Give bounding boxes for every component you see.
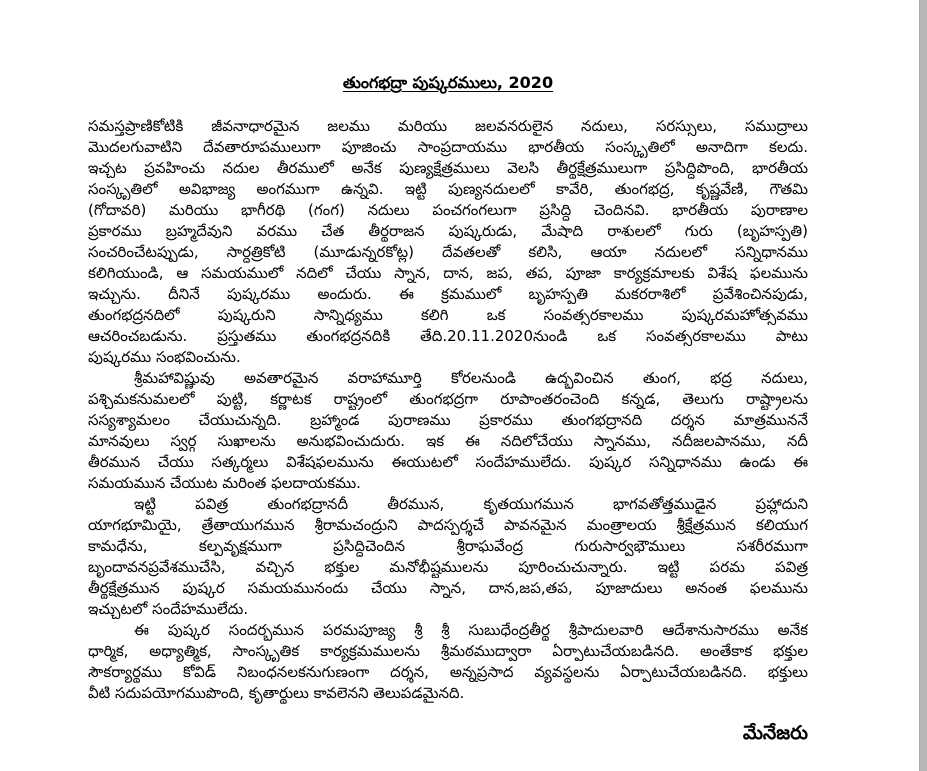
text-line: తీరమున చేయు సత్కర్మలు విశేషఫలమును ఈయుటలో సందేహములేదు. పుష్కర సన్నిధానము ఉండు ఈ (88, 453, 808, 471)
text-line: ఇట్టి పవిత్ర తుంగభద్రానదీ తీరమున, కృతయుగమున భాగవతోత్తముడైన ప్రహ్లాదుని (134, 495, 808, 513)
text-line: ఇచ్చట ప్రవహించు నదుల తీరములో అనేక పుణ్యక్షేత్రములు వెలసి తీర్థక్షేత్రములుగా ప్రసిద్ధిపొంది, భారతీయ (88, 159, 808, 177)
text-line: మానవులు స్వర్గ సుఖాలను అనుభవించుదురు. ఇక ఈ నదిలోచేయు స్నానము, నదీజలపానము, నదీ (88, 432, 808, 450)
text-line: ధార్మిక, అధ్యాత్మిక, సాంస్కృతిక కార్యక్రమములను శ్రీమఠముద్వారా ఏర్పాటుచేయబడినది. అంతేకాక భక్తుల (88, 642, 808, 660)
document-title: తుంగభద్రా పుష్కరములు, 2020 (342, 73, 554, 92)
document-body (88, 116, 808, 704)
text-line: తీర్థక్షేత్రమున పుష్కర సమయమునందు చేయు స్నాన, దాన,జప,తప, పూజాదులు అనంత ఫలమును (88, 579, 808, 597)
page-edge (919, 0, 927, 771)
text-line: సమయమున చేయుట మరింత ఫలదాయకము. (88, 474, 361, 492)
text-line: ఇచ్చును. దీనినే పుష్కరము అందురు. ఈ క్రమములో బృహస్పతి మకరరాశిలో ప్రవేశించినపుడు, (88, 285, 808, 303)
text-line: తుంగభద్రనదిలో పుష్కరుని సాన్నిధ్యము కలిగి ఒక సంవత్సరకాలము పుష్కరమహోత్సవము (88, 306, 808, 324)
text-line: శ్రీమహావిష్ణువు అవతారమైన వరాహామూర్తి కోరలనుండి ఉద్భవించిన తుంగ, భద్ర నదులు, (134, 369, 808, 387)
text-line: యాగభూమియై, త్రేతాయుగమున శ్రీరామచంద్రుని పాదస్పర్శచే పావనమైన మంత్రాలయ శ్రీక్షేత్రమున కలియుగ (88, 516, 808, 534)
signature-manager: మేనేజరు (742, 722, 808, 744)
text-line: పుష్కరము సంభవించును. (88, 348, 241, 366)
text-line: బృందావనప్రవేశముచేసి, వచ్చిన భక్తుల మనోభీష్టములను పూరించుచున్నారు. ఇట్టి పరమ పవిత్ర (88, 558, 808, 576)
paragraph-4 (88, 620, 808, 704)
text-line: సంస్కృతిలో అవిభాజ్య అంగముగా ఉన్నవి. ఇట్టి పుణ్యనదులలో కావేరి, తుంగభద్ర, కృష్ణవేణి, గౌతమి (88, 180, 808, 198)
text-line: (గోదావరి) మరియు భాగీరథి (గంగ) నదులు పంచగంగలుగా ప్రసిద్ధి చెందినవి. భారతీయ పురాణాల (88, 201, 808, 219)
text-line: కలిగియుండి, ఆ సమయములో నదిలో చేయు స్నాన, దాన, జప, తప, పూజా కార్యక్రమాలకు విశేష ఫలమును (88, 264, 808, 282)
text-line: పశ్చిమకనుమలలో పుట్టి, కర్ణాటక రాష్ట్రంలో తుంగభద్రగా రూపాంతరంచెంది కన్నడ, తెలుగు రాష్ట్రాలను (88, 390, 808, 408)
text-line: ఈ పుష్కర సందర్భమున పరమపూజ్య శ్రీ శ్రీ సుబుధేంద్రతీర్థ శ్రీపాదులవారి ఆదేశానుసారము అనేక (134, 621, 808, 639)
text-line: వీటి సదుపయోగముపొంది, కృతార్థులు కావలెనని తెలుపడమైనది. (88, 684, 465, 702)
text-line: సౌకర్యార్థము కోవిడ్ నిబంధనలకనుగుణంగా దర్శన, అన్నప్రసాద వ్యవస్థలను ఏర్పాటుచేయబడినది. భక్తులు (88, 663, 808, 681)
text-line: సమస్తప్రాణికోటికి జీవనాధారమైన జలము మరియు జలవనరులైన నదులు, సరస్సులు, సముద్రాలు (88, 117, 808, 135)
paragraph-2 (88, 368, 808, 494)
paragraph-1 (88, 116, 808, 368)
text-line: సస్యశ్యామలం చేయుచున్నది. బ్రహ్మాండ పురాణము ప్రకారము తుంగభద్రానది దర్శన మాత్రముననే (88, 411, 808, 429)
paragraph-3 (88, 494, 808, 620)
text-line: ఇచ్చుటలో సందేహములేదు. (88, 600, 249, 618)
text-line: మొదలగువాటిని దేవతారూపములుగా పూజించు సాంప్రదాయము భారతీయ సంస్కృతిలో అనాదిగా కలదు. (88, 138, 808, 156)
text-line: ఆచరించబడును. ప్రస్తుతము తుంగభద్రనదికి తేది.20.11.2020నుండి ఒక సంవత్సరకాలము పాటు (88, 327, 808, 345)
text-line: ప్రకారము బ్రహ్మదేవుని వరము చేత తీర్థరాజన పుష్కరుడు, మేషాది రాశులలో గురు (బృహస్పతి) (88, 222, 808, 240)
text-line: కామధేను, కల్పవృక్షముగా ప్రసిద్ధిచెందిన శ్రీరాఘవేంద్ర గురుసార్వభౌములు సశరీరముగా (88, 537, 808, 555)
text-line: సంచరించేటప్పుడు, సార్ధత్రికోటి (మూడున్నరకోట్ల) దేవతలతో కలిసి, ఆయా నదులలో సన్నిధానము (88, 243, 808, 261)
